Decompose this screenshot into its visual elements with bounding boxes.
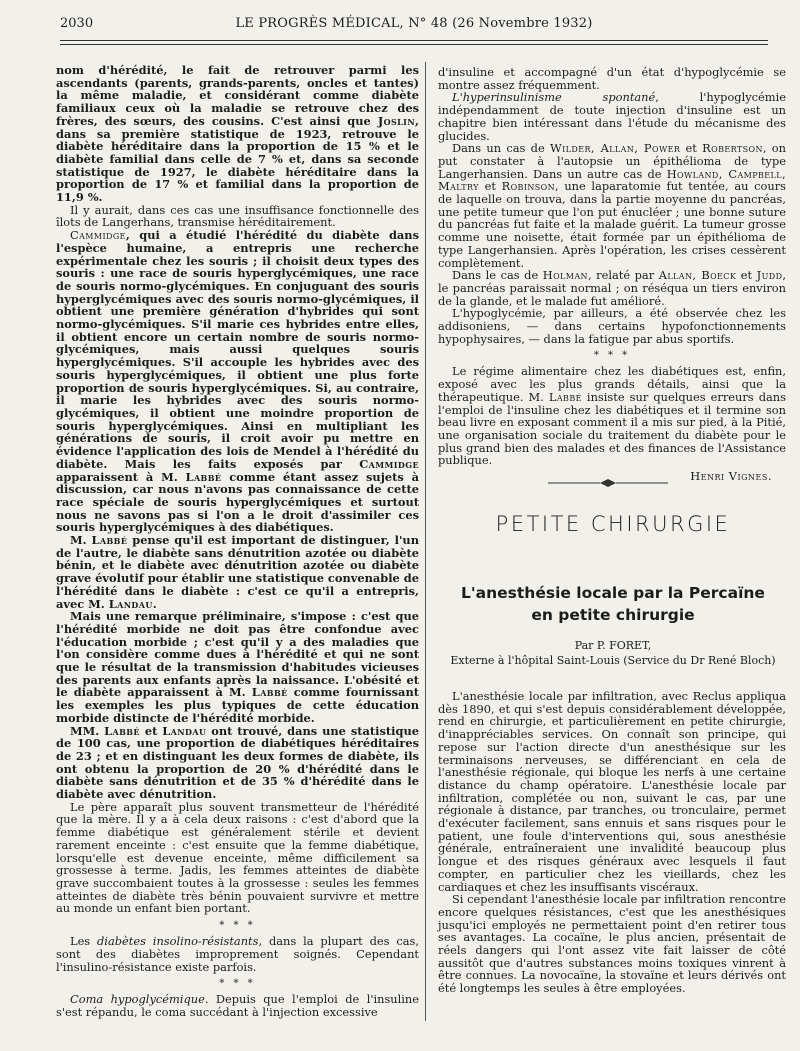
text-run: , qui a étudié l'hérédité du diabète dans l'espèce humaine, a entrepris une recherche expérimentale chez les souris ; il choisit deux types des souris : une race de souris hyperglycémiques, une race de souris normo-glycémiques. En conjuguant des souris hyperglycémiques avec des souris normo-glycémiques, il obtient une première génération d'hybrides qui sont normo-glycémiques. S'il marie ces hybrides entre elles, il obtient encore un certain nombre de souris normo-glycémiques, mais aussi quelques souris hyperglycémiques. S'il accouple les hybrides avec des souris hyperglycémiques, il obtient une plus forte proportion de souris hyperglycémiques. Si, au contraire, il marie les hybrides avec des souris normo-glycémiques, il obtient une moindre proportion de souris hyperglycémiques. Ainsi en multipliant les générations de souris, il croit avoir pu mettre en évidence l'application des lois de Mendel à l'hérédité du diabète. Mais les faits exposés par xyxy=(56,228,419,471)
text-run: . Depuis que l'emploi de l'insuline s'est répandu, le coma succédant à l'injection excessive xyxy=(56,992,419,1019)
text-run: M. xyxy=(70,533,92,548)
paragraph xyxy=(438,142,786,269)
paragraph xyxy=(438,269,786,307)
ornament-divider xyxy=(548,478,668,488)
text-run: Wilder, Allan, Power xyxy=(550,141,681,156)
text-run: Coma hypoglycémique xyxy=(70,992,205,1007)
text-run: Holman xyxy=(542,268,588,283)
paragraph: L'hypoglycémie, par ailleurs, a été observée chez les addisoniens, — dans certains hypofonctionnements hypophysaires, — dans la fatigue par abus sportifs. xyxy=(438,306,786,346)
text-run: Mais une remarque préliminaire, s'impose : c'est que l'hérédité morbide ne doit pas être confondue avec l'éducation morbide ; c'est qu'il y a des maladies que l'on considère comme dues à l'hérédité et qui ne sont que le résultat de la transmission d'habitudes vicieuses des parents aux enfants après la naissance. L'obésité et le diabète apparaissent à M. xyxy=(56,609,419,700)
header-rule xyxy=(60,40,768,41)
paragraph xyxy=(56,935,419,973)
text-run: , une laparatomie fut tentée, au cours de laquelle on trouva, dans la partie moyenne du pancréas, une petite tumeur que l'on put énucléer ; une bonne suture du pancréas fut faite et la malade guérit. La tumeur grosse comme une noisette, était formée par un épithélioma de type Langerhansien. Après l'opération, les crises cessèrent complètement. xyxy=(438,179,787,270)
text-run: Howland, Campbell, Maltry xyxy=(438,166,786,194)
paragraph xyxy=(56,64,419,204)
text-run: Dans un cas de xyxy=(452,141,551,156)
text-run: pense qu'il est important de distinguer, l'un de l'autre, le diabète sans dénutrition azotée ou diabète bénin, et le diabète avec dénutrition azotée ou diabète grave évolutif pour établir une statistique convenable de l'hérédité dans le diabète : c'est ce qu'il a entrepris, avec M. xyxy=(56,533,419,611)
article-title-line: en petite chirurgie xyxy=(531,606,695,624)
journal-header-title: LE PROGRÈS MÉDICAL, N° 48 (26 Novembre 1932) xyxy=(235,16,593,31)
section-heading: PETITE CHIRURGIE xyxy=(495,512,731,536)
text-run: Cammidge xyxy=(70,228,126,243)
text-run: Allan, Boeck xyxy=(658,268,737,283)
text-run: Labbé xyxy=(91,533,128,548)
header-rule-thin xyxy=(60,44,768,45)
paragraph: Le père apparaît plus souvent transmetteur de l'hérédité que la mère. Il y a à cela deux raisons : c'est d'abord que la femme diabétique est généralement stérile et devient rarement enceinte : c'est ensuite que la femme diabétique, lorsqu'elle est devenue enceinte, même difficilement sa grossesse à terme. Jadis, les femmes atteintes de diabète grave succombaient toutes à la grossesse : seules les femmes atteintes de diabète très bénin pouvaient survivre et mettre au monde un enfant bien portant. xyxy=(56,799,419,916)
text-run: comme fournissant les exemples les plus typiques de cette éducation morbide distincte de l'hérédité morbide. xyxy=(56,685,419,725)
text-run: et xyxy=(680,141,703,156)
text-run: Robinson xyxy=(501,179,556,194)
text-run: , l'hypoglycémie indépendamment de toute injection d'insuline est un chapitre bien intéressant dans l'étude du mécanisme des glucides. xyxy=(438,90,786,143)
article-body xyxy=(438,690,786,995)
paragraph xyxy=(56,610,419,724)
page-number: 2030 xyxy=(60,16,94,31)
text-run: Labbé xyxy=(251,685,288,700)
section-separator: * * * xyxy=(219,978,256,990)
paragraph xyxy=(438,91,786,142)
text-run: , le pancréas paraissait normal ; on réséqua un tiers environ de la glande, et le malade fut amélioré. xyxy=(438,268,787,308)
paragraph xyxy=(56,725,419,801)
text-run: insiste sur quelques erreurs dans l'emploi de l'insuline chez les diabétiques et il termine son beau livre en exposant comment il a mis sur pied, à la Pitié, une organisation sociale du traitement du diabète pour le plus grand bien des malades et des finances de l'Assistance publique. xyxy=(438,389,786,468)
text-run: apparaissent à M. xyxy=(56,469,186,484)
section-separator: * * * xyxy=(593,350,631,362)
text-run: , on put constater à l'autopsie un épithélioma de type Langerhansien. Dans un autre cas de xyxy=(438,141,787,181)
column-divider xyxy=(425,62,426,1021)
article-author: Par P. FORET, xyxy=(574,639,652,652)
text-run: Labbé xyxy=(185,469,222,484)
running-header xyxy=(60,16,768,36)
paragraph xyxy=(56,534,419,610)
article-title xyxy=(440,582,786,626)
text-run: Landau xyxy=(108,596,153,611)
text-run: , relaté par xyxy=(587,268,659,283)
text-run: et xyxy=(139,723,163,738)
paragraph: L'anesthésie locale par infiltration, avec Reclus appliqua dès 1890, et qui s'est depuis considérablement développée, rend en chirurgie, et particulièrement en petite chirurgie, d'inappréciables services. On connaît son principe, qui repose sur l'action directe d'un anesthésique sur les terminaisons nerveuses, se différenciant en cela de l'anesthésie régionale, qui bloque les nerfs à une certaine distance du champ opératoire. L'anesthésie locale par infiltration, complétée ou non, suivant le cas, par une régionale à distance, par tranches, ou tronculaire, permet d'exécuter facilement, sans ennuis et sans risques pour le patient, une foule d'interventions qui, sous anesthésie générale, entraîneraient une invalidité beaucoup plus longue et des risques généraux avec lesquels il faut compter, en particulier chez les vieillards, chez les cardiaques et chez les insuffisants viscéraux. xyxy=(438,689,786,894)
left-column xyxy=(56,64,419,1019)
article-title-line: L'anesthésie locale par la Percaïne xyxy=(461,584,765,602)
paragraph xyxy=(56,229,419,534)
text-run: L'hyperinsulinisme spontané xyxy=(452,90,656,105)
author-signature: Henri Vignes. xyxy=(690,469,772,484)
text-run: diabètes insolino-résistants xyxy=(97,934,259,949)
text-run: Landau xyxy=(162,723,207,738)
text-run: ont trouvé, dans une statistique de 100 cas, une proportion de diabétiques héréditaires de 23 ; et en distinguant les deux formes de diabète, ils ont obtenu la proportion de 20 % d'hérédité dans le diabète sans dénutrition et de 35 % d'hérédité dans le diabète avec dénutrition. xyxy=(56,723,419,802)
text-run: , dans la plupart des cas, sont des diabètes improprement soignés. Cependant l'insulino-résistance existe parfois. xyxy=(56,934,419,974)
text-run: comme étant assez sujets à discussion, car nous n'avons pas connaissance de cette race spéciale de souris hyperglycémiques et surtout nous ne savons pas si l'on a le droit d'assimiler ces souris hyperglycémiques à des diabétiques. xyxy=(56,469,419,535)
text-run: , dans sa première statistique de 1923, retrouve le diabète héréditaire dans la proportion de 15 % et le diabète familial dans celle de 7 % et, dans sa seconde statistique de 1927, le diabète héréditaire dans la proportion de 17 % et familial dans la proportion de 11,9 %. xyxy=(56,113,419,205)
text-run: MM. xyxy=(70,723,105,738)
text-run: et xyxy=(736,268,757,283)
text-run: et xyxy=(478,179,502,194)
article-affiliation: Externe à l'hôpital Saint-Louis (Service du Dr René Bloch) xyxy=(450,654,776,667)
paragraph: d'insuline et accompagné d'un état d'hypoglycémie se montre assez fréquemment. xyxy=(438,65,786,92)
right-column xyxy=(438,66,786,483)
text-run: Labbé xyxy=(548,389,582,404)
paragraph xyxy=(56,993,419,1018)
text-run: Labbé xyxy=(104,723,140,738)
text-run: Le régime alimentaire chez les diabétiques est, enfin, exposé avec les plus grands détails, ainsi que la thérapeutique. M. xyxy=(438,364,786,404)
paragraph: Si cependant l'anesthésie locale par infiltration rencontre encore quelques résistances, c'est que les anesthésiques jusqu'ici employés ne permettaient point d'en retirer tous ses avantages. La cocaïne, le plus ancien, présentait de réels dangers qui l'ont assez vite fait laisser de côté aussitôt que d'autres substances moins toxiques vinrent à être connues. La novocaïne, la stovaïne et leurs dérivés ont été longtemps les seules à être employées. xyxy=(438,892,786,996)
paragraph: Il y aurait, dans ces cas une insuffisance fonctionnelle des îlots de Langerhans, transmise héréditairement. xyxy=(56,202,419,230)
section-separator: * * * xyxy=(219,920,256,932)
text-run: Robertson xyxy=(702,141,763,156)
text-run: Dans le cas de xyxy=(452,268,543,283)
paragraph xyxy=(438,365,786,467)
text-run: . xyxy=(152,596,157,611)
text-run: Joslin xyxy=(377,113,416,128)
text-run: nom d'hérédité, le fait de retrouver parmi les ascendants (parents, grands-parents, oncles et tantes) la même maladie, et considérant comme diabète familiaux ceux où la maladie se retrouve chez des frères, des sœurs, des cousins. C'est ainsi que xyxy=(56,63,419,128)
text-run: Les xyxy=(70,934,98,949)
text-run: Cammidge xyxy=(359,456,419,471)
text-run: Judd xyxy=(756,268,783,283)
article-byline xyxy=(440,638,786,668)
